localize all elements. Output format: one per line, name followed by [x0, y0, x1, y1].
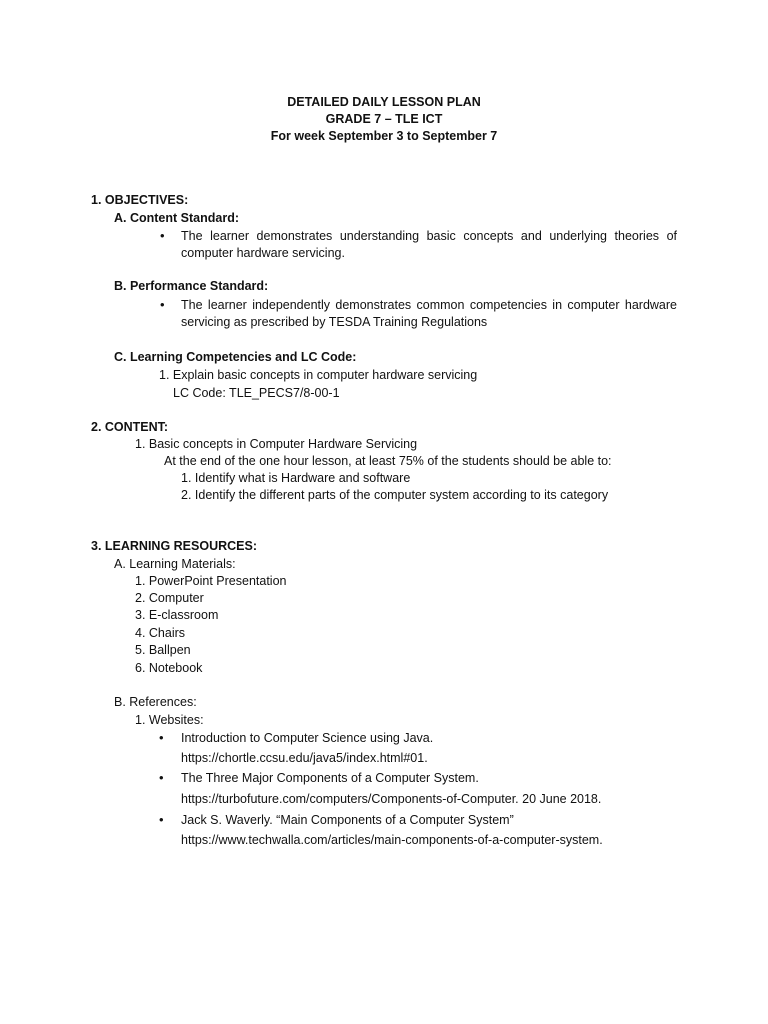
- content-standard-text-1: The learner demonstrates understanding basic concepts and underlying theories of: [181, 229, 677, 243]
- performance-standard-text-1: The learner independently demonstrates common competencies in computer hardware: [181, 298, 677, 312]
- content-heading: 2. CONTENT:: [91, 420, 169, 434]
- material-item: 3. E-classroom: [135, 608, 219, 622]
- reference-title: The Three Major Components of a Computer System.: [181, 771, 479, 785]
- reference-url: https://chortle.ccsu.edu/java5/index.html#01.: [181, 751, 428, 765]
- performance-standard-label: B. Performance Standard:: [114, 279, 269, 293]
- material-item: 2. Computer: [135, 591, 204, 605]
- reference-url: https://www.techwalla.com/articles/main-components-of-a-computer-system.: [181, 833, 603, 847]
- competency-item: 1. Explain basic concepts in computer hardware servicing: [159, 368, 478, 382]
- content-item: 1. Basic concepts in Computer Hardware Servicing: [135, 437, 418, 451]
- reference-url: https://turbofuture.com/computers/Components-of-Computer. 20 June 2018.: [181, 792, 602, 806]
- references-label: B. References:: [114, 695, 197, 709]
- reference-title: Jack S. Waverly. “Main Components of a Computer System”: [181, 813, 514, 827]
- bullet-icon: •: [159, 770, 164, 785]
- content-standard-text-2: computer hardware servicing.: [181, 246, 345, 260]
- content-goal: 2. Identify the different parts of the computer system according to its category: [181, 488, 609, 502]
- document-title: DETAILED DAILY LESSON PLAN: [287, 95, 481, 109]
- reference-title: Introduction to Computer Science using Java.: [181, 731, 434, 745]
- learning-competencies-label: C. Learning Competencies and LC Code:: [114, 350, 357, 364]
- websites-label: 1. Websites:: [135, 713, 204, 727]
- content-goal: 1. Identify what is Hardware and software: [181, 471, 411, 485]
- performance-standard-text-2: servicing as prescribed by TESDA Training Regulations: [181, 315, 488, 329]
- bullet-icon: •: [159, 812, 164, 827]
- material-item: 4. Chairs: [135, 626, 186, 640]
- grade-subtitle: GRADE 7 – TLE ICT: [325, 112, 443, 126]
- bullet-icon: •: [159, 730, 164, 745]
- content-standard-label: A. Content Standard:: [114, 211, 239, 225]
- week-subtitle: For week September 3 to September 7: [270, 129, 498, 143]
- bullet-icon: •: [160, 228, 165, 243]
- resources-heading: 3. LEARNING RESOURCES:: [91, 539, 257, 553]
- material-item: 6. Notebook: [135, 661, 203, 675]
- bullet-icon: •: [160, 297, 165, 312]
- content-intro: At the end of the one hour lesson, at least 75% of the students should be able to:: [164, 454, 612, 468]
- material-item: 1. PowerPoint Presentation: [135, 574, 287, 588]
- materials-label: A. Learning Materials:: [114, 557, 236, 571]
- objectives-heading: 1. OBJECTIVES:: [91, 193, 189, 207]
- lc-code: LC Code: TLE_PECS7/8-00-1: [173, 386, 340, 400]
- material-item: 5. Ballpen: [135, 643, 191, 657]
